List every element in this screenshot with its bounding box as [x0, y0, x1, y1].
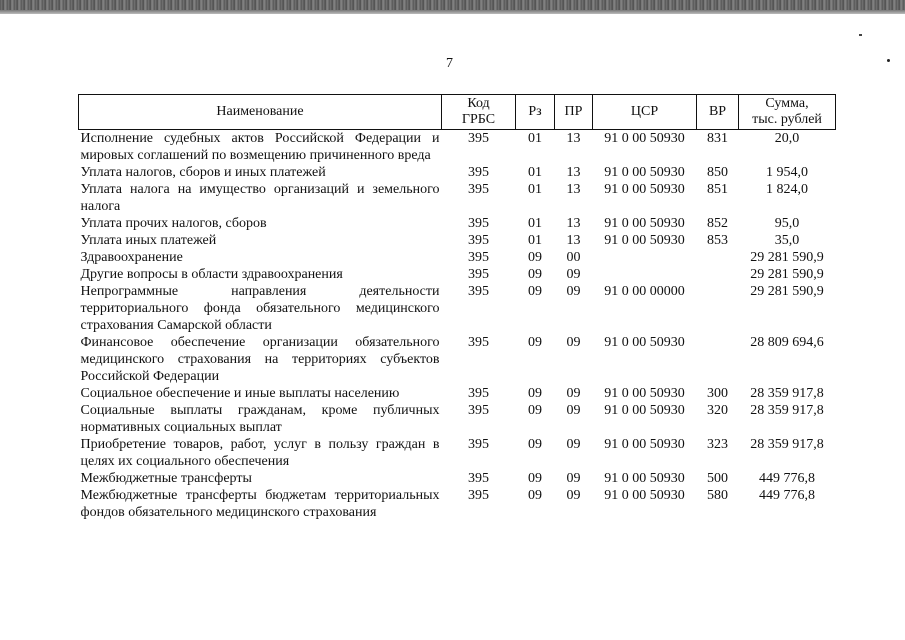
cell-pr: 13	[566, 233, 581, 248]
cell-rz: 01	[528, 131, 542, 146]
cell-sum: 29 281 590,9	[750, 250, 824, 265]
cell-rz: 09	[528, 284, 542, 299]
cell-vr: 851	[707, 182, 728, 197]
cell-vr: 853	[707, 233, 728, 248]
scan-speck	[887, 59, 890, 62]
cell-rz: 09	[528, 403, 542, 418]
cell-sum: 28 359 917,8	[750, 403, 824, 418]
cell-pr: 00	[566, 250, 581, 265]
cell-vr	[697, 334, 739, 385]
table-row	[79, 334, 836, 385]
cell-name: Социальное обеспечение и иные выплаты населению	[80, 386, 400, 401]
cell-pr: 09	[566, 284, 581, 299]
cell-sum: 449 776,8	[759, 488, 815, 503]
cell-grbs: 395	[468, 267, 489, 282]
cell-vr: 580	[707, 488, 728, 503]
cell-pr: 13	[566, 165, 581, 180]
table-row	[79, 164, 836, 181]
table-row	[79, 232, 836, 249]
cell-grbs: 395	[468, 471, 489, 486]
page-number: 7	[446, 56, 453, 71]
header-name: Наименование	[79, 95, 442, 130]
header-grbs: Код ГРБС	[442, 95, 516, 130]
cell-grbs: 395	[468, 284, 489, 299]
cell-csr: 91 0 00 50930	[604, 386, 685, 401]
cell-rz: 09	[528, 267, 542, 282]
cell-rz: 01	[528, 182, 542, 197]
cell-sum: 20,0	[774, 131, 800, 146]
cell-grbs: 395	[468, 488, 489, 503]
cell-csr: 91 0 00 00000	[604, 284, 685, 299]
cell-grbs: 395	[468, 131, 489, 146]
cell-pr: 09	[566, 403, 581, 418]
table-row	[79, 249, 836, 266]
cell-vr	[697, 283, 739, 334]
cell-vr: 831	[707, 131, 728, 146]
cell-pr: 13	[566, 216, 581, 231]
header-csr: ЦСР	[593, 95, 697, 130]
header-vr: ВР	[697, 95, 739, 130]
cell-csr: 91 0 00 50930	[604, 403, 685, 418]
cell-vr	[697, 266, 739, 283]
cell-name: Социальные выплаты гражданам, кроме публичных нормативных социальных выплат	[80, 403, 440, 435]
table-row	[79, 215, 836, 232]
cell-name: Межбюджетные трансферты	[80, 471, 252, 486]
cell-vr: 323	[707, 437, 728, 452]
cell-csr: 91 0 00 50930	[604, 182, 685, 197]
cell-rz: 09	[528, 488, 542, 503]
scan-edge-artifact	[0, 0, 905, 14]
header-pr: ПР	[555, 95, 593, 130]
cell-sum: 449 776,8	[759, 471, 815, 486]
cell-sum: 1 824,0	[766, 182, 808, 197]
cell-pr: 09	[566, 488, 581, 503]
cell-pr: 09	[566, 437, 581, 452]
cell-csr: 91 0 00 50930	[604, 437, 685, 452]
cell-csr: 91 0 00 50930	[604, 216, 685, 231]
cell-sum: 95,0	[774, 216, 800, 231]
cell-rz: 01	[528, 216, 542, 231]
table-row	[79, 470, 836, 487]
cell-name: Исполнение судебных актов Российской Федерации и мировых соглашений по возмещению причиненного вреда	[80, 131, 440, 163]
cell-csr: 91 0 00 50930	[604, 471, 685, 486]
cell-sum: 29 281 590,9	[750, 267, 824, 282]
cell-csr: 91 0 00 50930	[604, 335, 685, 350]
header-sum: Сумма, тыс. рублей	[739, 95, 836, 130]
table-row	[79, 402, 836, 436]
cell-pr: 13	[566, 182, 581, 197]
table-row	[79, 385, 836, 402]
cell-csr	[593, 266, 697, 283]
cell-sum: 28 359 917,8	[750, 437, 824, 452]
cell-csr: 91 0 00 50930	[604, 233, 685, 248]
cell-csr: 91 0 00 50930	[604, 165, 685, 180]
table-row	[79, 181, 836, 215]
cell-name: Уплата иных платежей	[80, 233, 217, 248]
table-row	[79, 130, 836, 165]
cell-grbs: 395	[468, 437, 489, 452]
cell-rz: 09	[528, 471, 542, 486]
cell-rz: 01	[528, 165, 542, 180]
cell-vr: 852	[707, 216, 728, 231]
cell-name: Другие вопросы в области здравоохранения	[80, 267, 343, 282]
cell-rz: 09	[528, 386, 542, 401]
cell-sum: 29 281 590,9	[750, 284, 824, 299]
cell-name: Уплата налога на имущество организаций и земельного налога	[80, 182, 440, 214]
cell-rz: 09	[528, 250, 542, 265]
cell-csr: 91 0 00 50930	[604, 488, 685, 503]
cell-csr	[593, 249, 697, 266]
cell-pr: 09	[566, 471, 581, 486]
table-header-row	[79, 95, 836, 130]
cell-name: Непрограммные направления деятельности территориального фонда обязательного медицинского страхования Самарской области	[80, 284, 440, 333]
table-row	[79, 487, 836, 521]
table-row	[79, 436, 836, 470]
cell-grbs: 395	[468, 335, 489, 350]
cell-pr: 09	[566, 267, 581, 282]
cell-name: Межбюджетные трансферты бюджетам территориальных фондов обязательного медицинского страхования	[80, 488, 440, 520]
cell-vr: 300	[707, 386, 728, 401]
cell-pr: 13	[566, 131, 581, 146]
budget-table	[78, 94, 836, 521]
cell-vr: 500	[707, 471, 728, 486]
cell-pr: 09	[566, 335, 581, 350]
cell-name: Приобретение товаров, работ, услуг в пользу граждан в целях их социального обеспечения	[80, 437, 440, 469]
cell-name: Уплата прочих налогов, сборов	[80, 216, 267, 231]
cell-grbs: 395	[468, 182, 489, 197]
cell-grbs: 395	[468, 216, 489, 231]
cell-sum: 35,0	[774, 233, 800, 248]
cell-sum: 28 809 694,6	[750, 335, 824, 350]
cell-grbs: 395	[468, 403, 489, 418]
cell-vr: 320	[707, 403, 728, 418]
header-rz: Рз	[516, 95, 555, 130]
table-row	[79, 283, 836, 334]
cell-rz: 09	[528, 437, 542, 452]
cell-grbs: 395	[468, 165, 489, 180]
cell-name: Финансовое обеспечение организации обязательного медицинского страхования на территориях субъектов Российской Федерации	[80, 335, 440, 384]
scan-speck	[859, 34, 862, 36]
cell-grbs: 395	[468, 250, 489, 265]
cell-vr: 850	[707, 165, 728, 180]
cell-name: Здравоохранение	[80, 250, 183, 265]
cell-vr	[697, 249, 739, 266]
cell-pr: 09	[566, 386, 581, 401]
cell-grbs: 395	[468, 386, 489, 401]
cell-sum: 28 359 917,8	[750, 386, 824, 401]
cell-name: Уплата налогов, сборов и иных платежей	[80, 165, 326, 180]
table-row	[79, 266, 836, 283]
cell-rz: 09	[528, 335, 542, 350]
cell-sum: 1 954,0	[766, 165, 808, 180]
cell-rz: 01	[528, 233, 542, 248]
cell-csr: 91 0 00 50930	[604, 131, 685, 146]
cell-grbs: 395	[468, 233, 489, 248]
